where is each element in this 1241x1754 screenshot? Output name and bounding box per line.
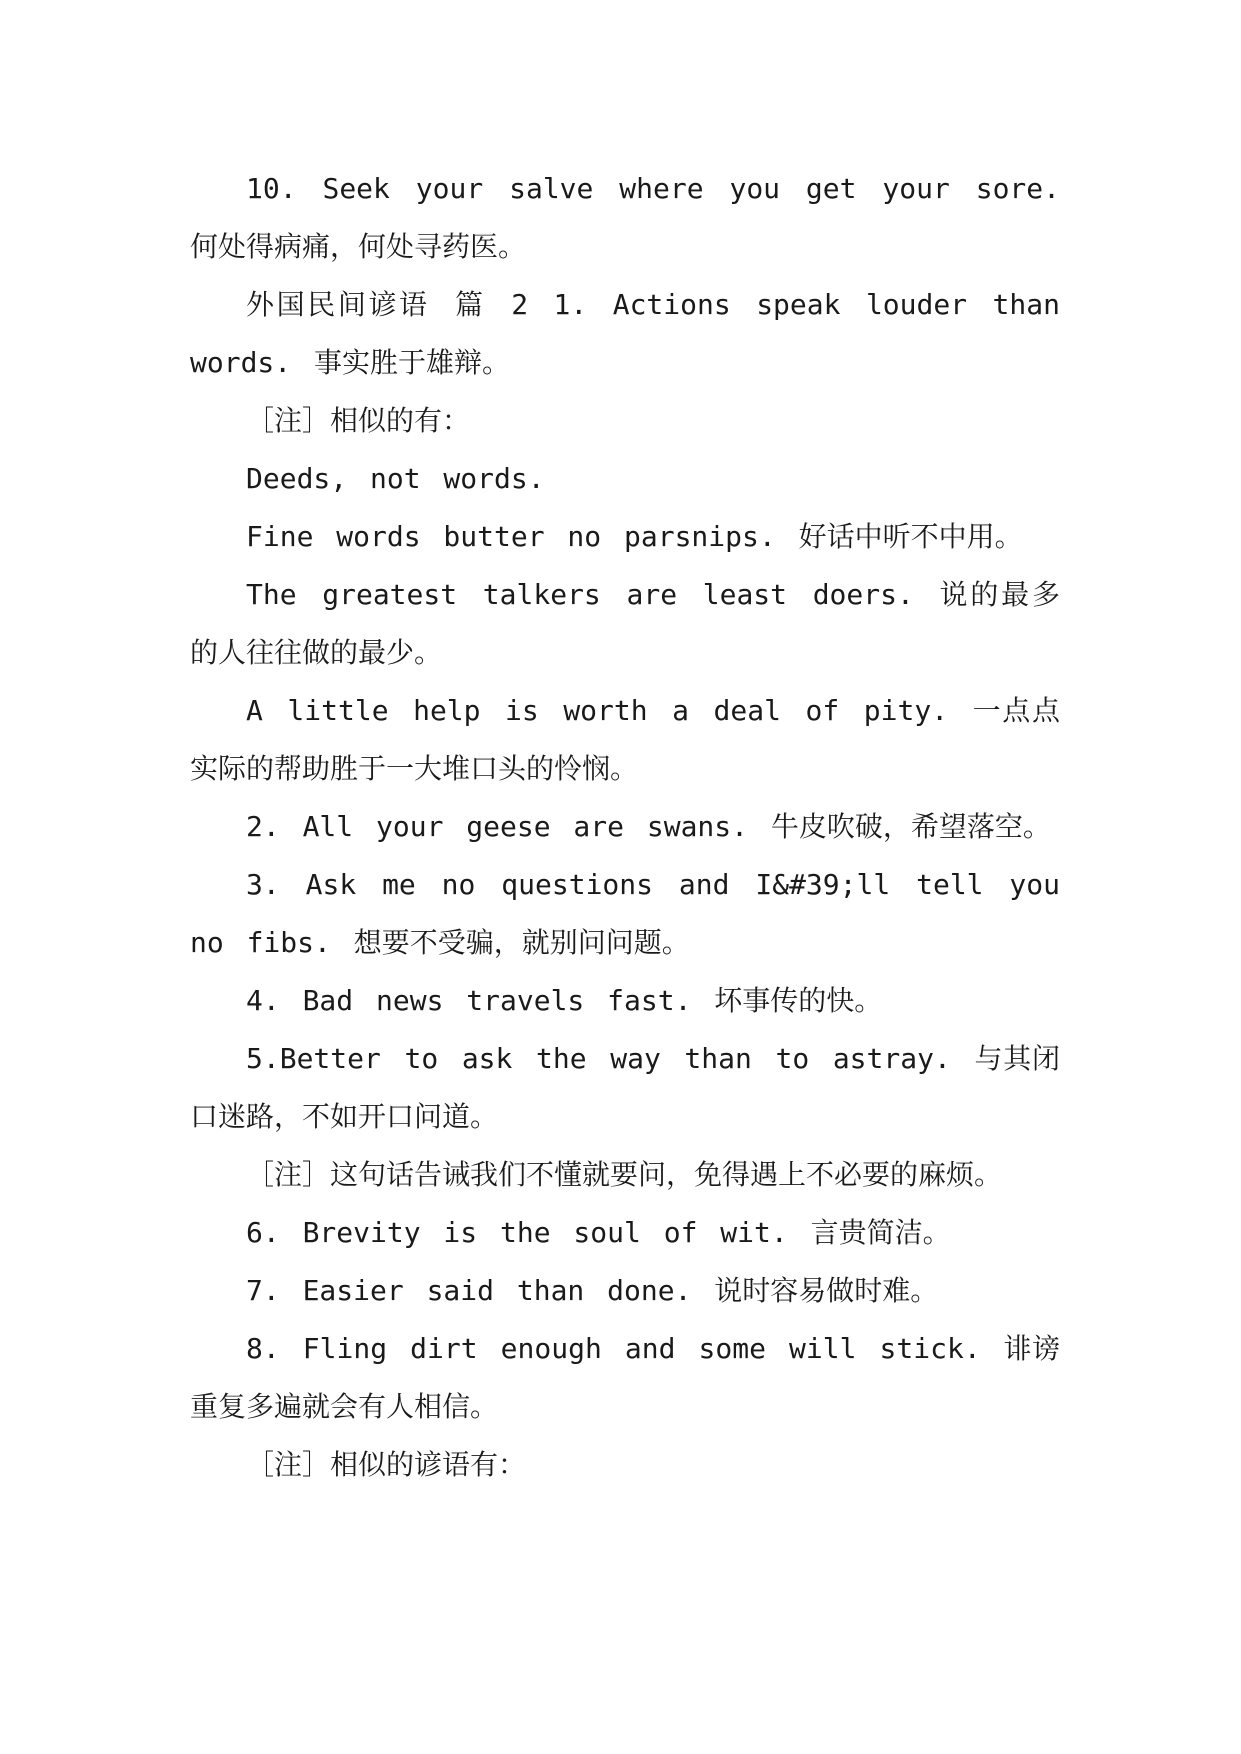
proverb-5: 5.Better to ask the way than to astray. 与其闭口迷路，不如开口问道。 bbox=[190, 1042, 1060, 1133]
similar-proverb: The greatest talkers are least doers. 说的最多的人往往做的最少。 bbox=[190, 578, 1060, 669]
similar-proverb: Fine words butter no parsnips. 好话中听不中用。 bbox=[246, 520, 1023, 553]
proverb-8: 8. Fling dirt enough and some will stick. 诽谤重复多遍就会有人相信。 bbox=[190, 1332, 1060, 1423]
proverb-2: 2. All your geese are swans. 牛皮吹破，希望落空。 bbox=[246, 810, 1051, 843]
document-body bbox=[190, 160, 1060, 1494]
proverb-6: 6. Brevity is the soul of wit. 言贵简洁。 bbox=[246, 1216, 951, 1249]
note-explanation: ［注］这句话告诫我们不懂就要问，免得遇上不必要的麻烦。 bbox=[246, 1158, 1003, 1191]
section-heading-proverb-1: 外国民间谚语 篇 2 1. Actions speak louder than words. 事实胜于雄辩。 bbox=[190, 288, 1060, 379]
proverb-4: 4. Bad news travels fast. 坏事传的快。 bbox=[246, 984, 883, 1017]
proverb-3: 3. Ask me no questions and I&#39;ll tell you no fibs. 想要不受骗，就别问问题。 bbox=[190, 868, 1060, 959]
proverb-10: 10. Seek your salve where you get your sore.何处得病痛，何处寻药医。 bbox=[190, 172, 1060, 263]
similar-proverb: A little help is worth a deal of pity. 一点点实际的帮助胜于一大堆口头的怜悯。 bbox=[190, 694, 1060, 785]
note-similar-proverbs: ［注］相似的谚语有： bbox=[246, 1448, 527, 1481]
similar-proverb: Deeds, not words. bbox=[246, 462, 545, 495]
proverb-7: 7. Easier said than done. 说时容易做时难。 bbox=[246, 1274, 939, 1307]
note-similar: ［注］相似的有： bbox=[246, 404, 471, 437]
